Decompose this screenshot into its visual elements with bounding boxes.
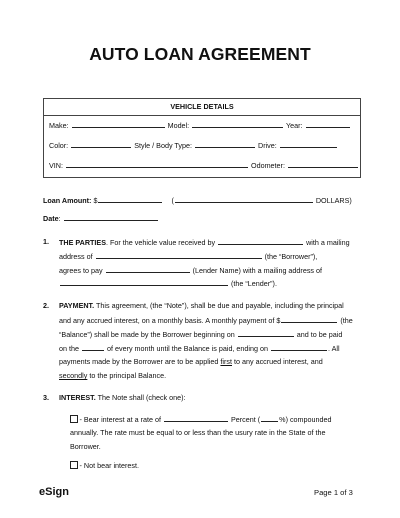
date-colon: : xyxy=(58,214,61,223)
style-field[interactable] xyxy=(195,140,255,148)
interest-option-1-mid: Percent ( xyxy=(231,415,261,424)
payment-text-3: “Balance”) shall be made by the Borrower beginning on xyxy=(59,330,235,339)
lender-name-field[interactable] xyxy=(218,237,303,245)
drive-label: Drive: xyxy=(258,141,277,150)
payment-line-3 xyxy=(59,329,342,339)
vin-label: VIN: xyxy=(49,161,63,170)
vehicle-details-heading: VEHICLE DETAILS xyxy=(44,99,360,116)
parties-text-2: address of xyxy=(59,252,93,261)
payment-line-6 xyxy=(59,371,166,380)
interest-option-2-text: - Not bear interest. xyxy=(79,461,140,470)
odometer-field[interactable] xyxy=(288,160,358,168)
vehicle-row-3 xyxy=(49,160,359,170)
lender-label: (the “Lender”). xyxy=(231,279,277,288)
loan-amount-label: Loan Amount: xyxy=(43,196,92,205)
monthly-payment-field[interactable] xyxy=(281,315,337,323)
parties-text-3: agrees to pay xyxy=(59,266,103,275)
parties-text-1-end: with a mailing xyxy=(306,238,350,247)
page-number: Page 1 of 3 xyxy=(314,488,353,497)
color-field[interactable] xyxy=(71,140,131,148)
vehicle-row-2 xyxy=(49,140,338,150)
lender-address-field[interactable] xyxy=(96,251,262,259)
document-title: AUTO LOAN AGREEMENT xyxy=(89,44,311,64)
esign-logo: eSign xyxy=(39,486,69,498)
lender-name-field-2[interactable] xyxy=(106,265,190,273)
parties-line-1 xyxy=(59,237,350,247)
borrower-label: (the “Borrower”), xyxy=(264,252,318,261)
date-field[interactable] xyxy=(64,213,158,221)
first-word: first xyxy=(220,357,232,366)
no-interest-checkbox[interactable] xyxy=(70,461,78,469)
payment-line-2 xyxy=(59,315,353,325)
interest-rate-words-field[interactable] xyxy=(164,414,228,422)
interest-number: 3. xyxy=(43,393,49,402)
payment-text-6-end: to the principal Balance. xyxy=(89,371,167,380)
make-label: Make: xyxy=(49,121,69,130)
payment-heading: PAYMENT. xyxy=(59,301,95,310)
payment-number: 2. xyxy=(43,301,49,310)
model-field[interactable] xyxy=(192,120,283,128)
dollar-sign: $ xyxy=(93,196,98,205)
style-label: Style / Body Type: xyxy=(134,141,192,150)
parties-heading: THE PARTIES xyxy=(59,238,106,247)
vehicle-row-1 xyxy=(49,120,351,130)
parties-text-1: . For the vehicle value received by xyxy=(106,238,216,247)
model-label: Model: xyxy=(167,121,190,130)
interest-line-1 xyxy=(59,393,186,402)
parties-text-3-mid: (Lender Name) with a mailing address of xyxy=(192,266,322,275)
interest-option-1-end: %) compounded xyxy=(279,415,332,424)
parties-number: 1. xyxy=(43,237,49,246)
drive-field[interactable] xyxy=(280,140,337,148)
interest-option-1-line-2: annually. The rate must be equal to or less than the usury rate in the State of the xyxy=(70,428,326,437)
interest-option-2 xyxy=(70,461,139,470)
vin-field[interactable] xyxy=(66,160,248,168)
year-label: Year: xyxy=(286,121,303,130)
bear-interest-checkbox[interactable] xyxy=(70,415,78,423)
secondly-word: secondly xyxy=(59,371,88,380)
dollars-label: DOLLARS) xyxy=(315,196,352,205)
loan-amount-field[interactable] xyxy=(98,195,162,203)
end-date-field[interactable] xyxy=(271,343,327,351)
parties-line-2 xyxy=(59,251,317,261)
payment-text-4-end: . All xyxy=(328,344,340,353)
payment-text-2-end: (the xyxy=(340,316,353,325)
interest-option-1 xyxy=(70,414,332,424)
open-paren: ( xyxy=(171,196,174,205)
day-of-month-field[interactable] xyxy=(82,343,104,351)
loan-amount-row xyxy=(43,195,352,205)
odometer-label: Odometer: xyxy=(250,161,285,170)
start-date-field[interactable] xyxy=(238,329,294,337)
parties-line-4 xyxy=(59,278,277,288)
payment-line-4 xyxy=(59,343,340,353)
payment-text-1: This agreement, (the “Note”), shall be due and payable, including the principal xyxy=(96,301,344,310)
payment-line-5 xyxy=(59,357,323,366)
color-label: Color: xyxy=(49,141,69,150)
payment-text-4-mid: of every month until the Balance is paid, ending on xyxy=(106,344,269,353)
date-label: Date xyxy=(43,214,59,223)
interest-rate-field[interactable] xyxy=(261,414,278,422)
payment-text-5: payments made by the Borrower are to be applied xyxy=(59,357,219,366)
make-field[interactable] xyxy=(72,120,165,128)
payment-line-1 xyxy=(59,301,344,310)
payment-text-3-end: and to be paid xyxy=(296,330,343,339)
payment-text-2: and any accrued interest, on a monthly basis. A monthly payment of $ xyxy=(59,316,281,325)
interest-heading: INTEREST. xyxy=(59,393,96,402)
interest-text-1: The Note shall (check one): xyxy=(97,393,186,402)
borrower-address-field[interactable] xyxy=(60,278,228,286)
date-row xyxy=(43,213,159,223)
loan-amount-words-field[interactable] xyxy=(175,195,313,203)
payment-text-4: on the xyxy=(59,344,79,353)
parties-line-3 xyxy=(59,265,322,275)
interest-option-1-line-3: Borrower. xyxy=(70,442,101,451)
interest-option-1-text: - Bear interest at a rate of xyxy=(79,415,161,424)
payment-text-5-end: to any accrued interest, and xyxy=(234,357,323,366)
year-field[interactable] xyxy=(306,120,350,128)
